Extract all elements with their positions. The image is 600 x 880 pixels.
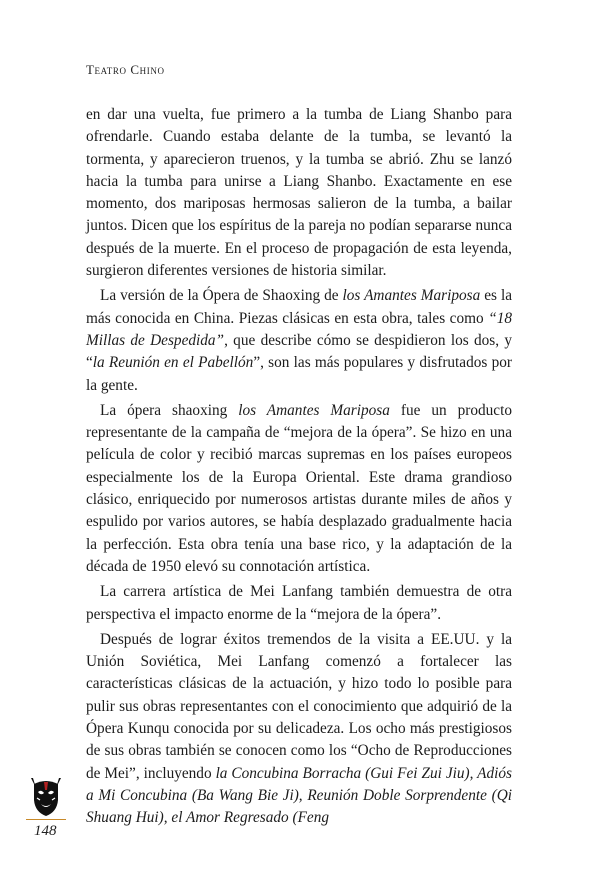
- p2-text-c: es la más conocida en China. Piezas clásicas en esta obra, tales como: [86, 287, 512, 327]
- footer-rule: [26, 819, 66, 820]
- paragraph-4: La carrera artística de Mei Lanfang también demuestra de otra perspectiva el impacto enorme de la “mejora de la ópera”.: [86, 583, 512, 623]
- running-head-text: Teatro Chino: [86, 62, 165, 77]
- page-number: 148: [34, 823, 57, 839]
- opera-mask-icon: [27, 774, 65, 818]
- p2-text-e: , que describe cómo se despidieron los dos, y “: [86, 331, 512, 372]
- p3-text-a: La ópera shaoxing: [100, 401, 239, 419]
- paragraph-3: [86, 400, 512, 578]
- p3-text-c: fue un producto representante de la campaña de “mejora de la ópera”. Se hizo en una película de color y recibió marcas supremas en los países europeos especialmente los de la Europa Oriental. Este drama grandioso clásico, enriquecido por numerosos artistas durante miles de años y espulido por varios autores, se había desplazado gradualmente hacia la perfección. Esta obra tenía una base rico, y la adaptación de la década de 1950 elevó su connotación artística.: [86, 401, 512, 575]
- p5-text-a: Después de lograr éxitos tremendos de la visita a EE.UU. y la Unión Soviética, Mei Lanfang comenzó a fortalecer las características clásicas de la actuación, y hizo todo lo posible para pulir sus obras representantes con el conocimiento que adquirió de la Ópera Kunqu conocida por su delicadeza. Los ocho más prestigiosos de sus obras también se conocen como los “Ocho de Reproducciones de Mei”, incluyendo: [86, 630, 512, 782]
- p2-text-a: La versión de la Ópera de Shaoxing de: [100, 287, 343, 305]
- p3-title-amantes: los Amantes Mariposa: [238, 401, 390, 419]
- p2-title-18-millas: “18 Millas de Despedida”: [86, 309, 512, 349]
- p2-title-amantes: los Amantes Mariposa: [342, 287, 481, 305]
- body-text: [86, 104, 512, 830]
- p5-titles-list: la Concubina Borracha (Gui Fei Zui Jiu), Adiós a Mi Concubina (Ba Wang Bie Ji), Reunión Doble Sorprendente (Qi Shuang Hui), el Amor Regresado (Feng: [86, 764, 512, 827]
- p2-title-reunion: la Reunión en el Pabellón: [92, 354, 254, 372]
- p2-text-g: ”, son las más populares y disfrutados por la gente.: [86, 354, 512, 394]
- paragraph-5: [86, 629, 512, 830]
- paragraph-1: en dar una vuelta, fue primero a la tumba de Liang Shanbo para ofrendarle. Cuando estaba delante de la tumba, se levantó la tormenta, y aparecieron truenos, y la tumba se abrió. Zhu se lanzó hacia la tumba para unirse a Liang Shanbo. Exactamente en ese momento, dos mariposas hermosas salieron de la tumba, a bailar juntos. Dicen que los espíritus de la pareja no podían separarse nunca después de la muerte. En el proceso de propagación de esta leyenda, surgieron diferentes versiones de historia similar.: [86, 106, 512, 280]
- running-head: [86, 62, 165, 78]
- paragraph-2: [86, 285, 512, 396]
